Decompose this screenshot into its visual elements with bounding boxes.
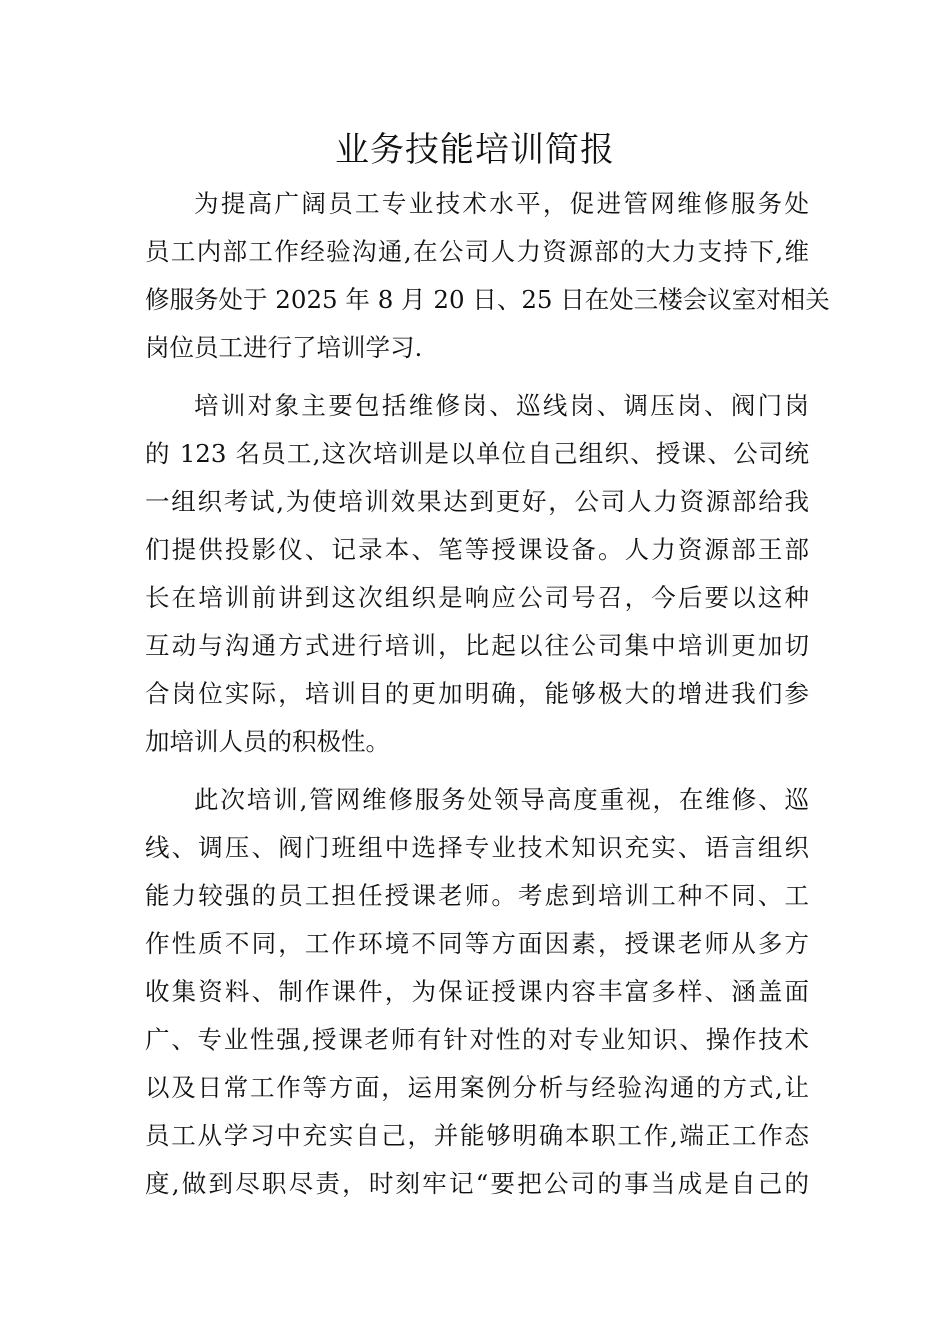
text-line: 以及日常工作等方面，运用案例分析与经验沟通的方式,让 bbox=[145, 1073, 809, 1102]
text-line: 度,做到尽职尽责，时刻牢记“要把公司的事当成是自己的 bbox=[145, 1169, 809, 1198]
text-line: 能力较强的员工担任授课老师。考虑到培训工种不同、工 bbox=[145, 881, 809, 910]
paragraph-2 bbox=[145, 382, 809, 766]
text-line: 长在培训前讲到这次组织是响应公司号召，今后要以这种 bbox=[145, 583, 809, 612]
text-line: 一组织考试,为使培训效果达到更好，公司人力资源部给我 bbox=[145, 487, 809, 516]
text-line: 为提高广阔员工专业技术水平，促进管网维修服务处 bbox=[194, 189, 809, 218]
text-line: 作性质不同，工作环境不同等方面因素，授课老师从多方 bbox=[145, 929, 809, 958]
paragraph-3 bbox=[145, 776, 809, 1208]
text-line: 员工从学习中充实自己，并能够明确本职工作,端正工作态 bbox=[145, 1121, 809, 1150]
text-line: 加培训人员的积极性。 bbox=[145, 727, 390, 756]
text-line: 培训对象主要包括维修岗、巡线岗、调压岗、阀门岗 bbox=[194, 391, 809, 420]
text-line: 收集资料、制作课件，为保证授课内容丰富多样、涵盖面 bbox=[145, 977, 809, 1006]
text-line: 们提供投影仪、记录本、笔等授课设备。人力资源部王部 bbox=[145, 535, 809, 564]
text-line: 互动与沟通方式进行培训，比起以往公司集中培训更加切 bbox=[145, 631, 809, 660]
text-line: 岗位员工进行了培训学习. bbox=[145, 333, 423, 362]
text-line: 此次培训,管网维修服务处领导高度重视，在维修、巡 bbox=[194, 785, 809, 814]
text-line: 的 123 名员工,这次培训是以单位自己组织、授课、公司统 bbox=[145, 439, 809, 468]
text-line: 合岗位实际，培训目的更加明确，能够极大的增进我们参 bbox=[145, 679, 809, 708]
document-body bbox=[145, 180, 830, 1218]
text-line: 线、调压、阀门班组中选择专业技术知识充实、语言组织 bbox=[145, 833, 809, 862]
document-title: 业务技能培训简报 bbox=[335, 130, 615, 170]
paragraph-1 bbox=[145, 180, 830, 372]
text-line: 员工内部工作经验沟通,在公司人力资源部的大力支持下,维 bbox=[145, 237, 809, 266]
text-line: 广、专业性强,授课老师有针对性的对专业知识、操作技术 bbox=[145, 1025, 809, 1054]
text-line: 修服务处于 2025 年 8 月 20 日、25 日在处三楼会议室对相关 bbox=[145, 285, 830, 314]
